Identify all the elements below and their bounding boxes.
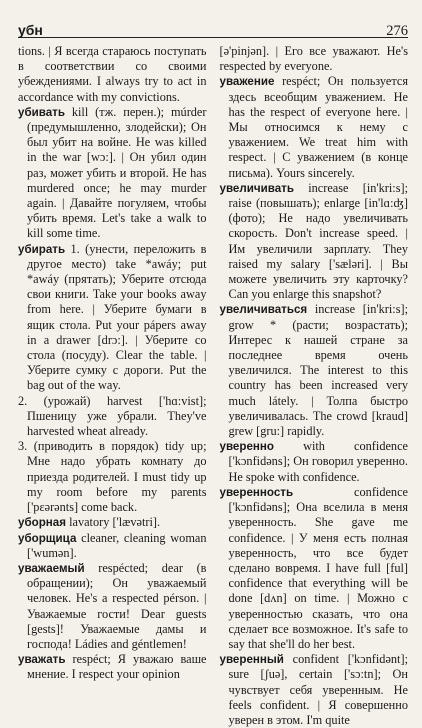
entry-headword: уборщица — [18, 531, 77, 545]
dictionary-entry — [220, 652, 409, 728]
entry-text: confident ['kɔnfidənt]; sure [ʃuə], certain ['sɔ:tn]; Он чувствует себя уверенным. He feels confident. | Я совершенно уверен в этом. I'm quite — [228, 652, 408, 727]
entry-headword: уверенно — [219, 440, 274, 454]
dictionary-entry — [18, 242, 207, 394]
dictionary-entry — [18, 561, 207, 652]
entry-text: cleaner, cleaning woman ['wumən]. — [27, 530, 207, 560]
entry-headword: уверенный — [219, 653, 284, 667]
dictionary-entry — [18, 44, 207, 105]
columns — [18, 38, 408, 728]
entry-text: respéct; Я уважаю ваше мнение. I respect your opinion — [27, 652, 207, 682]
dictionary-entry — [18, 531, 207, 561]
entry-text: kill (тж. перен.); múrder (предумышленно, злодейски); Он был убит на войне. He was killed in the war [wɔ:]. | Он убил один раз, может убить и второй. He has murdered once; he may murder again. | Давайте погуляем, чтобы убить время. Let's take a walk to kill some time. — [27, 104, 207, 241]
entry-headword: уважать — [18, 653, 66, 667]
entry-headword: уважение — [219, 75, 275, 89]
entry-text: lavatory ['lævətri]. — [66, 515, 161, 530]
entry-text: 3. (приводить в порядок) tidy up; Мне надо убрать комнату до приезда родителей. I must tidy up my room before my parents ['pɛərənts] come back. — [18, 439, 207, 515]
left-column — [18, 44, 207, 728]
dictionary-entry — [220, 44, 409, 74]
entry-text: tions. | Я всегда стараюсь поступать в соответствии со своими убеждениями. I always try to act in accordance with my convictions. — [18, 44, 207, 104]
entry-text: respécted; dear (в обращении); Он уважаемый человек. He's a respected pérson. | Уважаемые гости! Dear guests [gests]! Уважаемые дамы и господа! Ládies and géntlemen! — [27, 560, 207, 651]
dictionary-entry — [220, 439, 409, 485]
dictionary-entry — [18, 394, 207, 440]
dictionary-entry — [220, 302, 409, 439]
dictionary-entry — [18, 652, 207, 682]
dictionary-entry — [18, 439, 207, 515]
dictionary-entry — [220, 485, 409, 652]
dictionary-entry — [18, 105, 207, 242]
page-number: 276 — [386, 23, 408, 39]
entry-headword: убирать — [18, 242, 66, 256]
running-head — [18, 0, 408, 38]
entry-text: with confidence ['kɔnfidəns]; Он говорил уверенно. He spoke with confidence. — [228, 439, 408, 484]
entry-headword: увеличиваться — [219, 303, 308, 317]
entry-text: 1. (унести, переложить в другое место) take *awáy; put *awáy (прятать); Уберите отсюда свои книги. Take your books away from here. | Уберите бумаги в ящик стола. Put your pápers away in a drawer [drɔ:]. | Уберите со стола (посуду). Clear the table. | Уберите сумку с дороги. Put the bag out of the way. — [27, 241, 207, 393]
entry-text: 2. (урожай) harvest ['hɑ:vist]; Пшеницу уже убрали. They've harvested wheat already. — [18, 393, 207, 439]
entry-text: confidence ['kɔnfidəns]; Она вселила в меня уверенность. She gave me confidence. | У меня есть полная уверенность, что все будет сделано вовремя. I have full [ful] confidence that everything will be done [dʌn] on time. | Можно с уверенностью сказать, что она сделает все возможное. It's safe to say that she'll do her best. — [228, 484, 408, 651]
entry-headword: увеличивать — [219, 181, 294, 195]
dictionary-entry — [220, 181, 409, 303]
entry-text: increase [in'kri:s]; raise (повышать); enlarge [in'lɑ:ʤ] (фото); Не надо увеличивать скорость. Don't increase speed. | Им увеличили зарплату. They raised my salary ['sæləri]. | Вы можете увеличить эту карточку? Can you enlarge this snapshot? — [228, 180, 408, 302]
running-headword: убн — [18, 22, 43, 38]
dictionary-entry — [18, 515, 207, 530]
dictionary-entry — [220, 74, 409, 180]
entry-headword: убивать — [18, 105, 65, 119]
right-column — [220, 44, 409, 728]
entry-text: increase [in'kri:s]; grow * (расти; возрастать); Интерес к нашей стране за последнее время очень увеличился. The interest to this country has been increased very much látely. | Толпа быстро увеличивалась. The crowd [kraud] grew [gru:] rapidly. — [228, 302, 408, 439]
entry-text: [ə'pinjən]. | Его все уважают. He's respected by everyone. — [219, 44, 408, 74]
entry-headword: уважаемый — [18, 561, 85, 575]
entry-headword: уборная — [18, 516, 66, 530]
entry-text: respéct; Он пользуется здесь всеобщим уважением. He has the respect of everyone here. | Мы относимся к нему с уважением. We treat him with respect. | С уважением (в конце письма). Yours sincerely. — [228, 74, 408, 180]
entry-headword: уверенность — [219, 485, 294, 499]
